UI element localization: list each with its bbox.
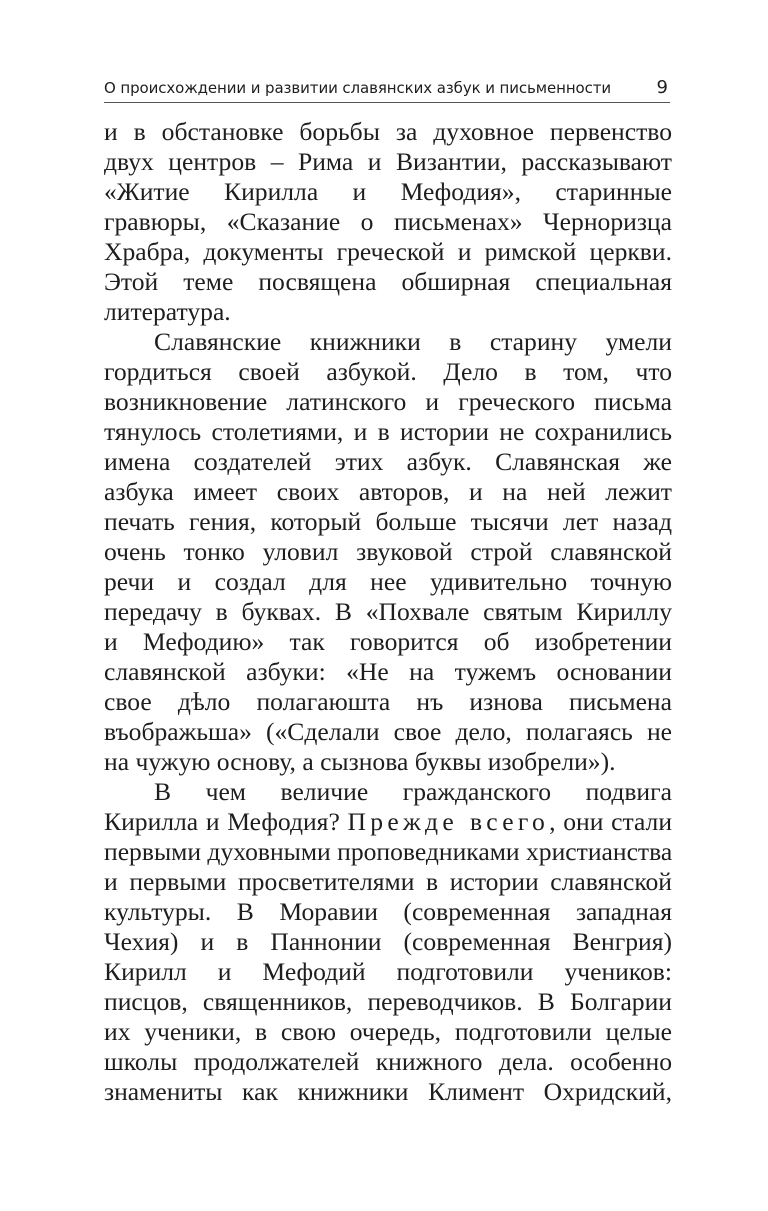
- text-line: знамениты как книжники Климент Охридский,: [104, 1077, 672, 1106]
- text-line: очень тонко уловил звуковой строй славянской: [104, 537, 672, 566]
- page-body: [104, 117, 672, 1107]
- text-line: тянулось столетиями, и в истории не сохранились: [104, 417, 672, 446]
- text-line: Этой теме посвящена обширная специальная: [104, 267, 672, 296]
- text-line: и первыми просветителями в истории славянской: [104, 867, 672, 896]
- text-line: передачу в буквах. В «Похвале святым Кириллу: [104, 597, 672, 626]
- text-line: речи и создал для нее удивительно точную: [104, 567, 672, 596]
- spaced-emphasis: Прежде всего: [347, 807, 550, 836]
- text-line: имена создателей этих азбук. Славянская же: [104, 447, 672, 476]
- text-line: писцов, священников, переводчиков. В Болгарии: [104, 987, 672, 1016]
- paragraph-2: [104, 327, 672, 777]
- text-line: Славянские книжники в старину умели: [154, 327, 672, 356]
- text-line: гравюры, «Сказание о письменах» Черноризца: [104, 207, 672, 236]
- text-line: печать гения, который больше тысячи лет назад: [104, 507, 672, 536]
- text-line-with-emphasis: [104, 807, 672, 837]
- text-line: и в обстановке борьбы за духовное первенство: [104, 117, 672, 146]
- text-line: их ученики, в свою очередь, подготовили целые: [104, 1017, 672, 1046]
- paragraph-1: [104, 117, 672, 327]
- text-line: Храбра, документы греческой и римской церкви.: [104, 237, 672, 266]
- text-line: В чем величие гражданского подвига: [154, 777, 672, 806]
- text-line: «Житие Кирилла и Мефодия», старинные: [104, 177, 672, 206]
- page-number: 9: [656, 77, 668, 98]
- text-line: двух центров – Рима и Византии, рассказывают: [104, 147, 672, 176]
- text-line: Кирилл и Мефодий подготовили учеников:: [104, 957, 672, 986]
- text-line: литература.: [104, 297, 231, 326]
- text-line: и Мефодию» так говорится об изобретении: [104, 627, 672, 656]
- text-line: въображьша» («Сделали свое дело, полагаясь не: [104, 717, 672, 746]
- text-line: азбука имеет своих авторов, и на ней лежит: [104, 477, 672, 506]
- text-line: гордиться своей азбукой. Дело в том, что: [104, 357, 672, 386]
- text-line: славянской азбуки: «Не на тужемъ основании: [104, 657, 672, 686]
- text-line: возникновение латинского и греческого письма: [104, 387, 672, 416]
- paragraph-3: [104, 777, 672, 1107]
- text-line: школы продолжателей книжного дела. особенно: [104, 1047, 672, 1076]
- text-line: культуры. В Моравии (современная западная: [104, 897, 672, 926]
- text-line: на чужую основу, а сызнова буквы изобрели»).: [104, 747, 616, 776]
- text-fragment: Кирилла и Мефодия?: [104, 807, 340, 836]
- text-line: свое дѣло полагаюшта нъ изнова письмена: [104, 687, 672, 716]
- text-line: Чехия) и в Паннонии (современная Венгрия): [104, 927, 672, 956]
- text-fragment: , они стали: [549, 807, 673, 836]
- text-line: первыми духовными проповедниками христианства: [104, 837, 673, 866]
- running-title: О происхождении и развитии славянских азбук и письменности: [104, 79, 612, 97]
- running-header: [104, 76, 670, 103]
